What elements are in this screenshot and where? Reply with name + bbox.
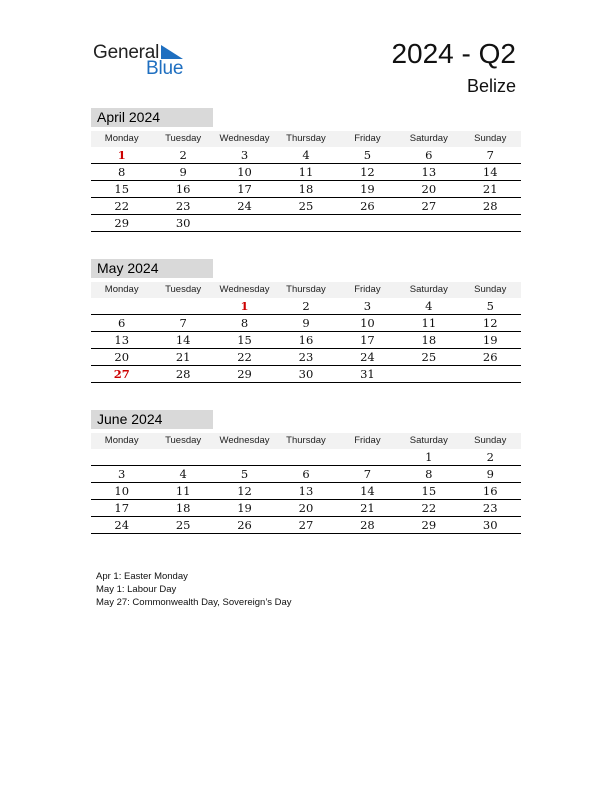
week-row <box>91 500 521 517</box>
day-cell <box>337 215 398 231</box>
day-cell: 11 <box>421 316 437 330</box>
weekday-label: Tuesday <box>165 133 202 144</box>
day-cell: 7 <box>486 148 494 162</box>
day-cell: 11 <box>175 484 191 498</box>
weekday-label: Saturday <box>409 435 448 446</box>
day-cell: 16 <box>298 333 314 347</box>
day-cell: 4 <box>302 148 310 162</box>
day-cell: 19 <box>360 182 375 196</box>
logo-text-blue: Blue <box>146 58 184 79</box>
day-cell: 27 <box>421 199 437 213</box>
day-cell: 9 <box>302 316 310 330</box>
week-row <box>91 164 521 181</box>
day-cell: 16 <box>175 182 191 196</box>
day-cell: 10 <box>237 165 252 179</box>
day-cell: 4 <box>425 299 433 313</box>
day-cell: 4 <box>179 467 187 481</box>
holiday-note: May 27: Commonwealth Day, Sovereign’s Day <box>96 597 292 608</box>
day-cell: 17 <box>360 333 375 347</box>
day-cell: 27 <box>113 367 130 381</box>
day-cell: 30 <box>298 367 314 381</box>
day-cell: 24 <box>114 518 130 532</box>
weekday-label: Wednesday <box>219 284 270 295</box>
day-cell: 12 <box>360 165 375 179</box>
weekday-label: Tuesday <box>165 435 202 446</box>
day-cell: 13 <box>114 333 130 347</box>
day-cell: 30 <box>482 518 498 532</box>
day-cell: 2 <box>486 450 494 464</box>
day-cell: 26 <box>237 518 252 532</box>
weekday-header <box>91 131 521 147</box>
day-cell: 8 <box>118 165 126 179</box>
day-cell: 31 <box>360 367 375 381</box>
weekday-header <box>91 433 521 449</box>
week-row <box>91 315 521 332</box>
week-row <box>91 517 521 534</box>
day-cell: 21 <box>175 350 191 364</box>
day-cell: 15 <box>114 182 130 196</box>
day-cell: 2 <box>179 148 187 162</box>
day-cell <box>460 215 521 231</box>
day-cell: 29 <box>237 367 252 381</box>
day-cell: 9 <box>486 467 494 481</box>
weekday-label: Friday <box>354 435 381 446</box>
day-cell: 10 <box>114 484 130 498</box>
holiday-note: Apr 1: Easter Monday <box>96 571 188 582</box>
week-row <box>91 147 521 164</box>
logo-triangle-icon <box>161 45 183 59</box>
day-cell: 26 <box>482 350 498 364</box>
day-cell <box>460 366 521 382</box>
day-cell: 21 <box>360 501 375 515</box>
day-cell: 9 <box>179 165 187 179</box>
month-april <box>91 108 521 232</box>
day-cell: 25 <box>421 350 437 364</box>
day-cell: 12 <box>482 316 498 330</box>
day-cell <box>275 215 336 231</box>
weekday-label: Tuesday <box>165 284 202 295</box>
day-cell <box>398 366 459 382</box>
day-cell <box>214 449 275 465</box>
week-row <box>91 181 521 198</box>
day-cell: 5 <box>240 467 249 481</box>
day-cell: 18 <box>175 501 191 515</box>
weekday-label: Thursday <box>286 284 326 295</box>
day-cell: 3 <box>118 467 126 481</box>
day-cell: 26 <box>360 199 375 213</box>
week-row <box>91 332 521 349</box>
week-rows <box>91 298 521 383</box>
day-cell: 13 <box>421 165 437 179</box>
weekday-label: Sunday <box>474 284 507 295</box>
day-cell: 15 <box>237 333 252 347</box>
day-cell: 16 <box>482 484 498 498</box>
day-cell: 14 <box>482 165 498 179</box>
week-row <box>91 198 521 215</box>
day-cell: 29 <box>421 518 437 532</box>
day-cell: 22 <box>421 501 437 515</box>
weekday-label: Thursday <box>286 133 326 144</box>
day-cell: 30 <box>175 216 191 230</box>
weekday-label: Saturday <box>409 133 448 144</box>
holiday-notes <box>96 570 292 609</box>
weekday-label: Monday <box>104 435 139 446</box>
week-row <box>91 449 521 466</box>
day-cell: 22 <box>237 350 252 364</box>
country-name: Belize <box>466 76 516 96</box>
day-cell: 8 <box>425 467 433 481</box>
day-cell: 6 <box>118 316 126 330</box>
weekday-label: Sunday <box>474 133 507 144</box>
month-label: April 2024 <box>91 108 213 127</box>
week-row <box>91 298 521 315</box>
week-row <box>91 366 521 383</box>
day-cell: 20 <box>114 350 130 364</box>
day-cell: 29 <box>114 216 130 230</box>
day-cell: 5 <box>486 299 494 313</box>
day-cell <box>214 215 275 231</box>
day-cell: 28 <box>482 199 498 213</box>
day-cell: 28 <box>175 367 191 381</box>
day-cell: 25 <box>175 518 191 532</box>
month-june <box>91 410 521 534</box>
week-row <box>91 483 521 500</box>
weekday-label: Friday <box>354 284 381 295</box>
weekday-label: Thursday <box>286 435 326 446</box>
day-cell <box>275 449 336 465</box>
day-cell <box>337 449 398 465</box>
day-cell: 24 <box>360 350 375 364</box>
day-cell: 22 <box>114 199 130 213</box>
weekday-label: Monday <box>104 133 139 144</box>
month-may <box>91 259 521 383</box>
day-cell: 23 <box>175 199 191 213</box>
day-cell: 7 <box>179 316 187 330</box>
weekday-label: Wednesday <box>219 133 270 144</box>
day-cell: 10 <box>360 316 375 330</box>
weekday-label: Sunday <box>474 435 507 446</box>
day-cell: 3 <box>240 148 249 162</box>
week-rows <box>91 449 521 534</box>
day-cell: 20 <box>421 182 437 196</box>
weekday-label: Friday <box>354 133 381 144</box>
day-cell: 25 <box>298 199 314 213</box>
weekday-header <box>91 282 521 298</box>
week-row <box>91 466 521 483</box>
day-cell: 15 <box>421 484 437 498</box>
day-cell <box>152 449 213 465</box>
day-cell <box>91 298 152 314</box>
day-cell: 24 <box>237 199 252 213</box>
day-cell: 21 <box>482 182 498 196</box>
day-cell: 12 <box>237 484 252 498</box>
day-cell: 18 <box>298 182 314 196</box>
day-cell: 3 <box>363 299 372 313</box>
weekday-label: Saturday <box>409 284 448 295</box>
day-cell: 27 <box>298 518 314 532</box>
week-row <box>91 215 521 232</box>
day-cell: 19 <box>482 333 498 347</box>
day-cell: 14 <box>360 484 375 498</box>
day-cell: 14 <box>175 333 191 347</box>
day-cell: 28 <box>360 518 375 532</box>
weekday-label: Wednesday <box>219 435 270 446</box>
day-cell: 5 <box>363 148 372 162</box>
day-cell: 17 <box>237 182 252 196</box>
day-cell: 13 <box>298 484 314 498</box>
day-cell: 1 <box>117 148 126 162</box>
holiday-note: May 1: Labour Day <box>96 584 177 595</box>
day-cell: 23 <box>482 501 498 515</box>
day-cell: 17 <box>114 501 130 515</box>
month-label: May 2024 <box>91 259 213 278</box>
day-cell: 6 <box>425 148 433 162</box>
week-rows <box>91 147 521 232</box>
day-cell <box>91 449 152 465</box>
day-cell: 6 <box>302 467 310 481</box>
generalblue-logo <box>93 40 193 80</box>
day-cell: 18 <box>421 333 437 347</box>
day-cell: 11 <box>298 165 314 179</box>
day-cell <box>152 298 213 314</box>
day-cell: 23 <box>298 350 314 364</box>
week-row <box>91 349 521 366</box>
day-cell: 8 <box>240 316 249 330</box>
day-cell: 1 <box>425 450 433 464</box>
day-cell: 20 <box>298 501 314 515</box>
logo-text-general: General <box>93 42 160 63</box>
month-label: June 2024 <box>91 410 213 429</box>
day-cell: 19 <box>237 501 252 515</box>
page-title: 2024 - Q2 <box>391 38 516 69</box>
weekday-label: Monday <box>104 284 139 295</box>
day-cell: 7 <box>363 467 372 481</box>
day-cell <box>398 215 459 231</box>
day-cell: 1 <box>240 299 249 313</box>
day-cell: 2 <box>302 299 310 313</box>
